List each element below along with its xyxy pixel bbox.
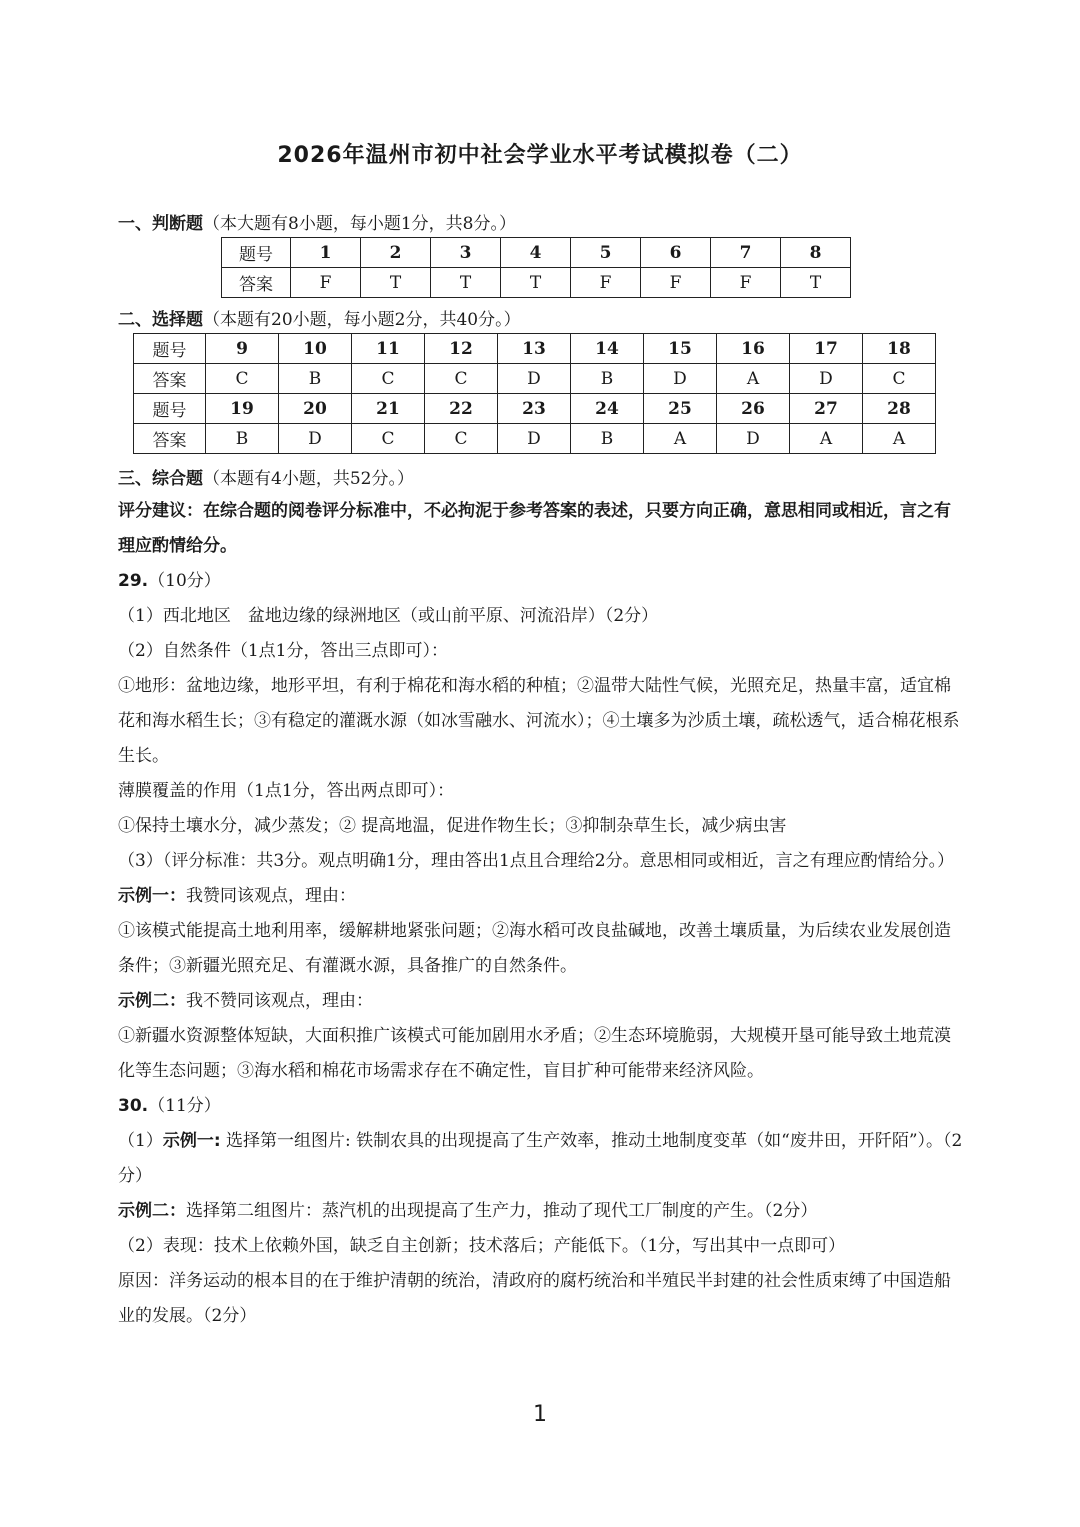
q29-example-2-header	[118, 984, 963, 1019]
question-score: （11分）	[148, 1096, 221, 1116]
answer-cell: T	[501, 268, 571, 298]
table-row-questions	[134, 334, 936, 364]
answer-cell: B	[571, 364, 644, 394]
answer-cell: F	[291, 268, 361, 298]
section-2-heading	[118, 305, 521, 330]
question-number: 14	[571, 334, 644, 364]
answer-cell: D	[279, 424, 352, 454]
table-row-answers	[134, 364, 936, 394]
table-row-questions	[222, 238, 851, 268]
question-30-header	[118, 1089, 963, 1124]
q30-part-1	[118, 1124, 963, 1194]
question-number: 2	[361, 238, 431, 268]
question-number: 5	[571, 238, 641, 268]
example-text: 我赞同该观点，理由：	[186, 886, 356, 906]
row-label-question: 题号	[134, 334, 206, 364]
question-number: 7	[711, 238, 781, 268]
question-score: （10分）	[148, 571, 221, 591]
example-label: 示例二：	[118, 1201, 186, 1221]
question-number: 27	[790, 394, 863, 424]
q29-part-3: （3）（评分标准：共3分。观点明确1分，理由答出1点且合理给2分。意思相同或相近，言之有理应酌情给分。）	[118, 851, 955, 871]
q29-part-2-film-points: ①保持土壤水分，减少蒸发；② 提高地温，促进作物生长；③抑制杂草生长，减少病虫害	[118, 816, 787, 836]
question-number: 18	[863, 334, 936, 364]
question-number: 12	[425, 334, 498, 364]
answer-cell: F	[571, 268, 641, 298]
row-label-answer: 答案	[222, 268, 291, 298]
answer-cell: D	[717, 424, 790, 454]
multiple-choice-answer-table	[133, 333, 936, 454]
section-3-heading	[118, 464, 414, 489]
q30-part-2-reason: 原因：洋务运动的根本目的在于维护清朝的统治，清政府的腐朽统治和半殖民半封建的社会性质束缚了中国造船业的发展。（2分）	[118, 1271, 951, 1326]
answer-cell: T	[361, 268, 431, 298]
q29-example-2-body: ①新疆水资源整体短缺，大面积推广该模式可能加剧用水矛盾；②生态环境脆弱，大规模开垦可能导致土地荒漠化等生态问题；③海水稻和棉花市场需求存在不确定性，盲目扩种可能带来经济风险。	[118, 1026, 951, 1081]
answer-cell: A	[717, 364, 790, 394]
scoring-advice: 评分建议：在综合题的阅卷评分标准中，不必拘泥于参考答案的表述，只要方向正确，意思相同或相近，言之有理应酌情给分。	[118, 501, 951, 556]
question-number: 17	[790, 334, 863, 364]
answer-cell: T	[781, 268, 851, 298]
answer-cell: D	[498, 424, 571, 454]
question-number: 24	[571, 394, 644, 424]
row-label-answer: 答案	[134, 424, 206, 454]
row-label-question: 题号	[134, 394, 206, 424]
question-number: 30.	[118, 1096, 149, 1116]
example-text: 我不赞同该观点，理由：	[186, 991, 373, 1011]
page-number: 1	[533, 1402, 547, 1427]
answer-cell: A	[863, 424, 936, 454]
answer-cell: A	[644, 424, 717, 454]
q29-example-1-header	[118, 879, 963, 914]
table-row-answers	[134, 424, 936, 454]
example-text: 选择第二组图片：蒸汽机的出现提高了生产力，推动了现代工厂制度的产生。（2分）	[186, 1201, 818, 1221]
question-number: 13	[498, 334, 571, 364]
q29-part-2-film-heading: 薄膜覆盖的作用（1点1分，答出两点即可）：	[118, 781, 455, 801]
question-number: 11	[352, 334, 425, 364]
section-1-note: （本大题有8小题，每小题1分，共8分。）	[203, 214, 516, 234]
table-row-answers	[222, 268, 851, 298]
section-2-note: （本题有20小题，每小题2分，共40分。）	[203, 310, 521, 330]
example-text: 选择第一组图片: 铁制农具的出现提高了生产效率，推动土地制度变革（如“废井田，开阡陌”）。（2分）	[118, 1131, 963, 1186]
answer-cell: C	[206, 364, 279, 394]
answer-cell: B	[206, 424, 279, 454]
question-number: 8	[781, 238, 851, 268]
row-label-answer: 答案	[134, 364, 206, 394]
q29-example-1-body: ①该模式能提高土地利用率，缓解耕地紧张问题；②海水稻可改良盐碱地，改善土壤质量，为后续农业发展创造条件；③新疆光照充足、有灌溉水源，具备推广的自然条件。	[118, 921, 951, 976]
question-number: 25	[644, 394, 717, 424]
section-1-heading	[118, 209, 516, 234]
answer-cell: B	[279, 364, 352, 394]
answer-body	[118, 494, 963, 1334]
question-number: 9	[206, 334, 279, 364]
example-label: 示例一:	[162, 1131, 221, 1151]
answer-cell: C	[863, 364, 936, 394]
answer-cell: D	[498, 364, 571, 394]
q30-part-1-example-2	[118, 1194, 963, 1229]
true-false-answer-table	[221, 237, 851, 298]
question-number: 15	[644, 334, 717, 364]
answer-cell: C	[352, 424, 425, 454]
row-label-question: 题号	[222, 238, 291, 268]
example-label: 示例二：	[118, 991, 186, 1011]
question-number: 23	[498, 394, 571, 424]
question-number: 1	[291, 238, 361, 268]
section-1-title: 一、判断题	[118, 214, 203, 234]
section-3-note: （本题有4小题，共52分。）	[203, 469, 414, 489]
question-number: 19	[206, 394, 279, 424]
question-number: 20	[279, 394, 352, 424]
section-2-title: 二、选择题	[118, 310, 203, 330]
answer-cell: B	[571, 424, 644, 454]
q30-part-2: （2）表现：技术上依赖外国，缺乏自主创新；技术落后；产能低下。（1分，写出其中一点即可）	[118, 1236, 846, 1256]
part-prefix: （1）	[118, 1131, 163, 1151]
example-label: 示例一：	[118, 886, 186, 906]
question-number: 3	[431, 238, 501, 268]
answer-cell: A	[790, 424, 863, 454]
answer-cell: C	[352, 364, 425, 394]
answer-cell: F	[641, 268, 711, 298]
question-number: 29.	[118, 571, 149, 591]
question-number: 21	[352, 394, 425, 424]
section-3-title: 三、综合题	[118, 469, 203, 489]
question-number: 26	[717, 394, 790, 424]
answer-cell: C	[425, 364, 498, 394]
q29-part-1: （1）西北地区 盆地边缘的绿洲地区（或山前平原、河流沿岸）（2分）	[118, 606, 659, 626]
q29-part-2-conditions: ①地形：盆地边缘，地形平坦，有利于棉花和海水稻的种植；②温带大陆性气候，光照充足，热量丰富，适宜棉花和海水稻生长；③有稳定的灌溉水源（如冰雪融水、河流水）；④土壤多为沙质土壤，疏松透气，适合棉花根系生长。	[118, 676, 960, 766]
answer-cell: D	[644, 364, 717, 394]
page-title: 2026年温州市初中社会学业水平考试模拟卷（二）	[277, 143, 803, 168]
answer-cell: D	[790, 364, 863, 394]
question-number: 4	[501, 238, 571, 268]
table-row-questions	[134, 394, 936, 424]
answer-cell: C	[425, 424, 498, 454]
question-number: 10	[279, 334, 352, 364]
answer-cell: T	[431, 268, 501, 298]
question-number: 6	[641, 238, 711, 268]
answer-cell: F	[711, 268, 781, 298]
question-number: 22	[425, 394, 498, 424]
question-number: 28	[863, 394, 936, 424]
question-number: 16	[717, 334, 790, 364]
question-29-header	[118, 564, 963, 599]
q29-part-2: （2）自然条件（1点1分，答出三点即可）：	[118, 641, 448, 661]
